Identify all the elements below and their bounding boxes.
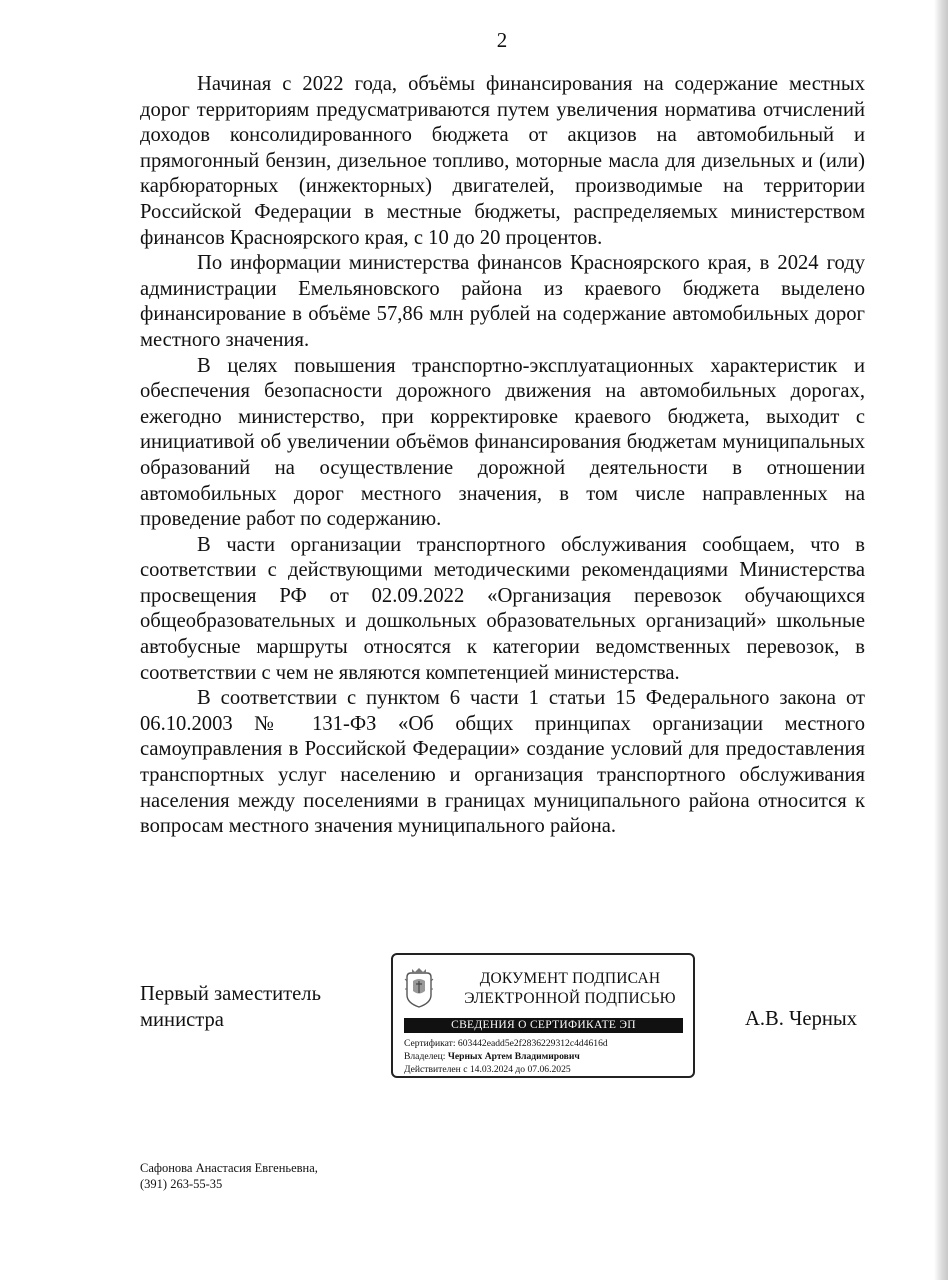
stamp-owner-line (404, 1050, 689, 1063)
stamp-validity-line: Действителен с 14.03.2024 до 07.06.2025 (404, 1064, 571, 1075)
letter-body (140, 72, 865, 840)
executor-phone: (391) 263-55-35 (140, 1177, 223, 1191)
signer-position (140, 982, 370, 1033)
owner-value: Черных Артем Владимирович (447, 1051, 580, 1062)
stamp-title-line2: ЭЛЕКТРОННОЙ ПОДПИСЬЮ (464, 989, 676, 1007)
stamp-title-line1: ДОКУМЕНТ ПОДПИСАН (479, 970, 661, 987)
paragraph-financing-norm: Начиная с 2022 года, объёмы финансирования на содержание местных дорог территориям предусматриваются путем увеличения норматива отчислений доходов консолидированного бюджета от акцизов на автомобильный и прямогонный бензин, дизельное топливо, моторные масла для дизельных и (или) карбюраторных (инжекторных) двигателей, производимые на территории Российской Федерации в местные бюджеты, распределяемых министерством финансов Красноярского края, с 10 до 20 процентов. (140, 73, 865, 249)
stamp-certificate-header: СВЕДЕНИЯ О СЕРТИФИКАТЕ ЭП (404, 1018, 683, 1033)
electronic-signature-stamp (391, 953, 695, 1078)
page-edge-shadow (934, 0, 948, 1280)
signer-position-line1: Первый заместитель (140, 983, 321, 1005)
paragraph-federal-law: В соответствии с пунктом 6 части 1 статьи 15 Федерального закона от 06.10.2003 № 131-ФЗ «Об общих принципах организации местного самоуправления в Российской Федерации» создание условий для предоставления транспортных услуг населению и организация транспортного обслуживания населения между поселениями в границах муниципального района относится к вопросам местного значения муниципального района. (140, 687, 865, 838)
paragraph-school-transport: В части организации транспортного обслуживания сообщаем, что в соответствии с действующими методическими рекомендациями Министерства просвещения РФ от 02.09.2022 «Организация перевозок обучающихся общеобразовательных и дошкольных образовательных организаций» школьные автобусные маршруты относятся к категории ведомственных перевозок, в соответствии с чем не являются компетенцией министерства. (140, 533, 865, 684)
signer-position-line2: министра (140, 1008, 224, 1031)
stamp-certificate-line (404, 1037, 689, 1050)
page-number: 2 (496, 28, 508, 52)
certificate-label: Сертификат: (404, 1038, 456, 1049)
signer-name: А.В. Черных (745, 1008, 858, 1030)
executor-name: Сафонова Анастасия Евгеньевна, (140, 1161, 318, 1175)
executor-info (140, 1160, 318, 1192)
paragraph-budget-initiative: В целях повышения транспортно-эксплуатационных характеристик и обеспечения безопасности дорожного движения на автомобильных дорогах, ежегодно министерство, при корректировке краевого бюджета, выходит с инициативой об увеличении объёмов финансирования бюджетам муниципальных образований на осуществление дорожной деятельности в отношении автомобильных дорог местного значения, в том числе направленных на проведение работ по содержанию. (140, 354, 865, 531)
stamp-title (455, 969, 685, 1008)
coat-of-arms-icon (404, 965, 434, 1009)
paragraph-emelyanovo-funding: По информации министерства финансов Красноярского края, в 2024 году администрации Емельяновского района из краевого бюджета выделено финансирование в объёме 57,86 млн рублей на содержание автомобильных дорог местного значения. (140, 252, 865, 351)
stamp-certificate-details (404, 1037, 689, 1076)
certificate-value: 603442eadd5e2f2836229312c4d4616d (457, 1038, 608, 1049)
owner-label: Владелец: (404, 1051, 446, 1062)
